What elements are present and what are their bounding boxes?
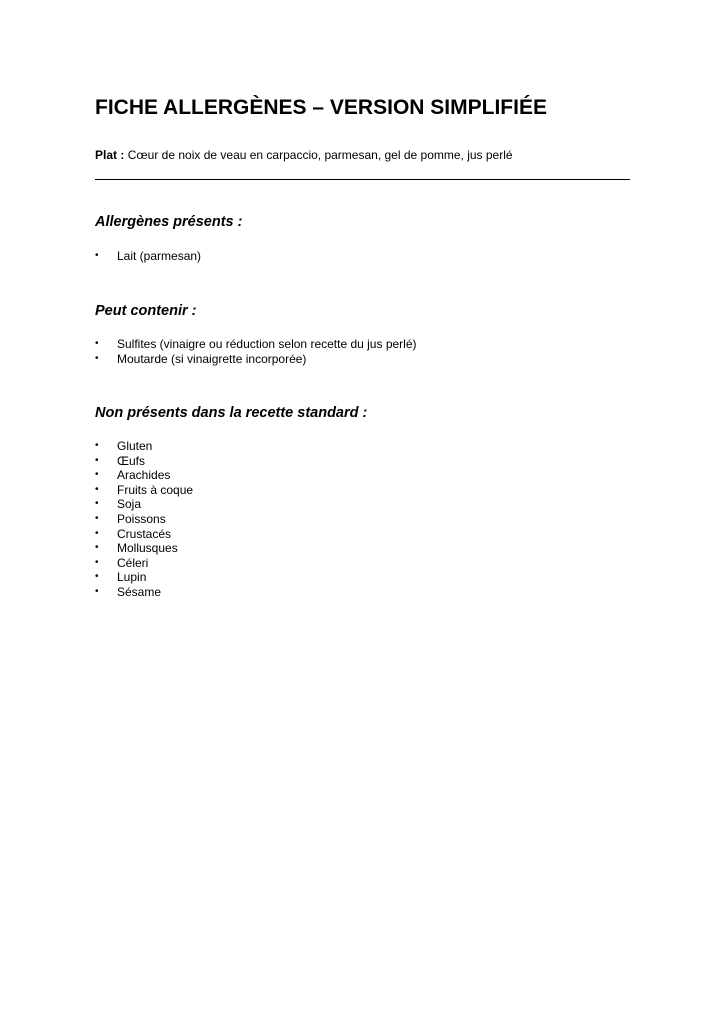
bullet-icon: • bbox=[95, 352, 99, 364]
bullet-icon: • bbox=[95, 250, 99, 261]
bullet-icon: • bbox=[95, 498, 99, 510]
list-item-text: Sulfites (vinaigre ou réduction selon recette du jus perlé) bbox=[117, 337, 417, 351]
bullet-icon: • bbox=[95, 571, 99, 583]
page-title: FICHE ALLERGÈNES – VERSION SIMPLIFIÉE bbox=[95, 96, 547, 119]
list-item-text: Lait (parmesan) bbox=[117, 249, 202, 263]
bullet-icon: • bbox=[95, 585, 99, 597]
list-item-text: Lupin bbox=[117, 570, 147, 585]
list-item-text: Œufs bbox=[117, 453, 146, 468]
list-item-text: Arachides bbox=[117, 468, 171, 483]
bullet-icon: • bbox=[95, 469, 99, 481]
section-title-allergens-present: Allergènes présents : bbox=[95, 214, 243, 230]
list-item-text: Fruits à coque bbox=[117, 482, 194, 497]
section-title-may-contain: Peut contenir : bbox=[95, 303, 197, 319]
section-title-not-present: Non présents dans la recette standard : bbox=[95, 405, 368, 421]
list-item-text: Crustacés bbox=[117, 526, 172, 541]
list-item-text: Mollusques bbox=[117, 541, 178, 556]
dish-label: Plat : bbox=[95, 148, 125, 162]
dish-line bbox=[95, 147, 513, 163]
list-item-text: Poissons bbox=[117, 511, 166, 526]
bullet-icon: • bbox=[95, 454, 99, 466]
bullet-icon: • bbox=[95, 338, 99, 349]
list-item-text: Gluten bbox=[117, 439, 153, 453]
bullet-icon: • bbox=[95, 483, 99, 495]
bullet-icon: • bbox=[95, 440, 99, 451]
list-item-text: Sésame bbox=[117, 584, 162, 599]
list-item-text: Soja bbox=[117, 497, 142, 512]
separator-line bbox=[95, 179, 630, 180]
bullet-icon: • bbox=[95, 542, 99, 554]
list-item-text: Céleri bbox=[117, 555, 149, 570]
bullet-icon: • bbox=[95, 512, 99, 524]
list-item-text: Moutarde (si vinaigrette incorporée) bbox=[117, 351, 307, 366]
dish-name: Cœur de noix de veau en carpaccio, parmesan, gel de pomme, jus perlé bbox=[127, 148, 513, 162]
bullet-icon: • bbox=[95, 556, 99, 568]
bullet-icon: • bbox=[95, 527, 99, 539]
